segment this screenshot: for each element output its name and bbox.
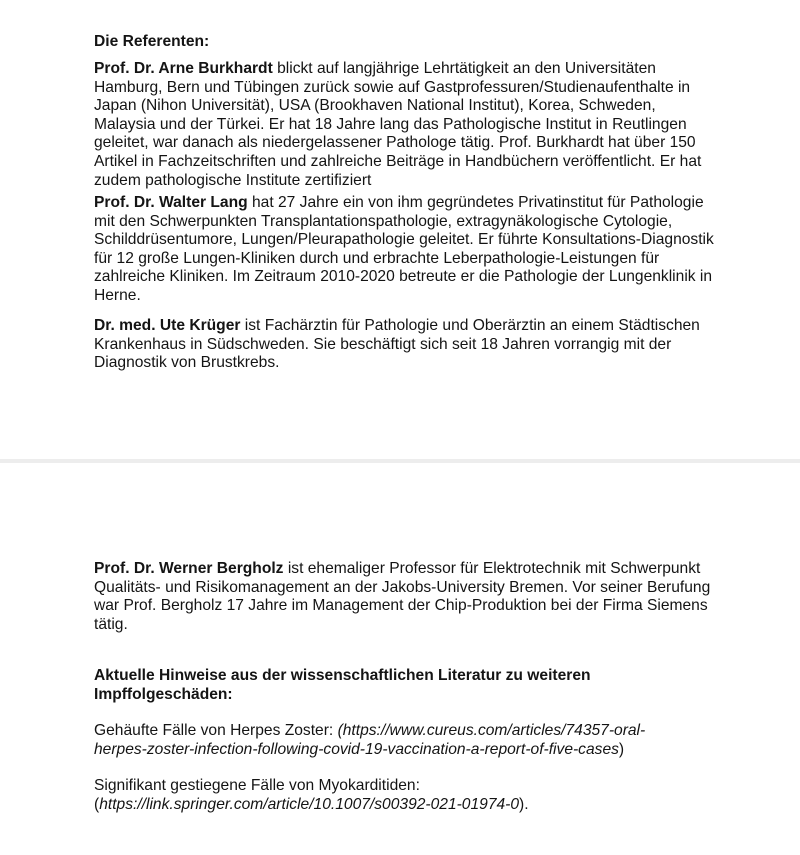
reference-label: Signifikant gestiegene Fälle von Myokarditiden: ( xyxy=(94,777,420,813)
reference-url[interactable]: (https://www.cureus.com/articles/74357-oral-herpes-zoster-infection-following-covid-19-vaccination-a-report-of-five-cases xyxy=(94,722,646,758)
speaker-bio-bergholz xyxy=(94,560,714,634)
speaker-bio-krueger xyxy=(94,317,714,373)
document-page-2 xyxy=(0,463,800,855)
literature-heading: Aktuelle Hinweise aus der wissenschaftlichen Literatur zu weiteren Impffolgeschäden: xyxy=(94,667,591,703)
speaker-name: Prof. Dr. Arne Burkhardt xyxy=(94,60,273,77)
reference-label: Gehäufte Fälle von Herpes Zoster: xyxy=(94,722,338,739)
speaker-name: Prof. Dr. Werner Bergholz xyxy=(94,560,284,577)
speaker-description: hat 27 Jahre ein von ihm gegründetes Privatinstitut für Pathologie mit den Schwerpunkten Transplantationspathologie, extragynäkologische Cytologie, Schilddrüsentumore, Lungen/Pleurapathologie geleitet. Er führte Konsultations-Diagnostik für 12 große Lungen-Kliniken durch und erbrachte Leberpathologie-Leistungen für zahlreiche Kliniken. Im Zeitraum 2010-2020 betreute er die Pathologie der Lungenklinik in Herne. xyxy=(94,194,714,304)
speaker-description: blickt auf langjährige Lehrtätigkeit an den Universitäten Hamburg, Bern und Tübingen zurück sowie auf Gastprofessuren/Studienaufenthalte in Japan (Nihon Universität), USA (Brookhaven National Institut), Korea, Schweden, Malaysia und der Türkei. Er hat 18 Jahre lang das Pathologische Institut in Reutlingen geleitet, war danach als niedergelassener Pathologe tätig. Prof. Burkhardt hat über 150 Artikel in Fachzeitschriften und zahlreiche Beiträge in Handbüchern veröffentlicht. Er hat zudem pathologische Institute zertifiziert xyxy=(94,60,702,189)
reference-suffix: ). xyxy=(519,795,529,813)
reference-suffix: ) xyxy=(618,740,625,758)
speaker-description: ist Fachärztin für Pathologie und Oberärztin an einem Städtischen Krankenhaus in Südschweden. Sie beschäftigt sich seit 18 Jahren vorrangig mit der Diagnostik von Brustkrebs. xyxy=(94,317,700,372)
speaker-bio-lang xyxy=(94,194,714,306)
reference-myokarditiden xyxy=(94,777,684,814)
section-heading-referenten: Die Referenten: xyxy=(94,33,210,50)
reference-url[interactable]: https://link.springer.com/article/10.1007/s00392-021-01974-0 xyxy=(99,795,520,813)
reference-herpes-zoster xyxy=(94,722,684,759)
speaker-bio-burkhardt xyxy=(94,60,714,190)
speaker-name: Prof. Dr. Walter Lang xyxy=(94,194,248,211)
speaker-description: ist ehemaliger Professor für Elektrotechnik mit Schwerpunkt Qualitäts- und Risikomanagement an der Jakobs-University Bremen. Vor seiner Berufung war Prof. Bergholz 17 Jahre im Management der Chip-Produktion bei der Firma Siemens tätig. xyxy=(94,560,711,633)
speaker-name: Dr. med. Ute Krüger xyxy=(94,317,241,334)
